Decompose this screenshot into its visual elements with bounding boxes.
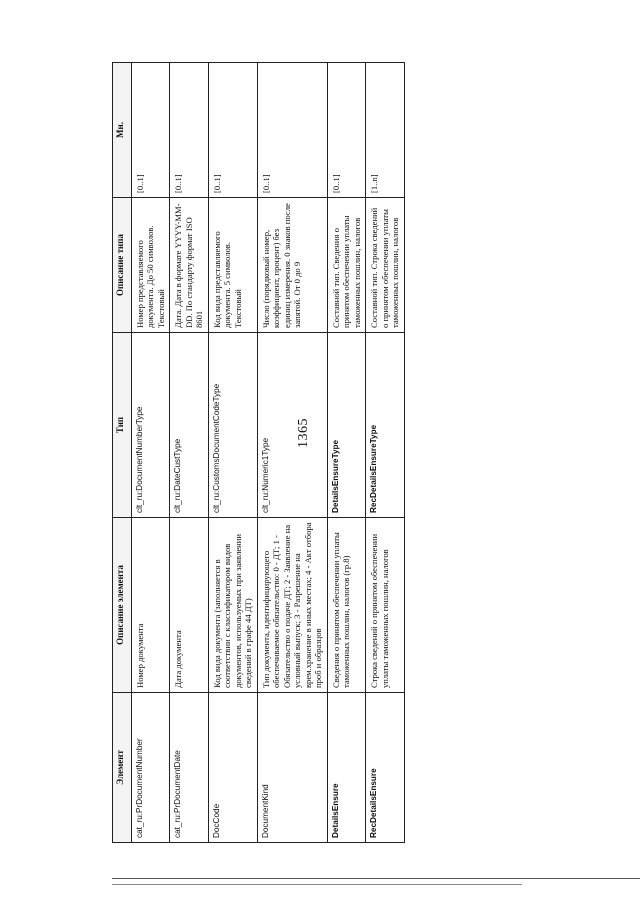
header-type: Тип [113, 333, 132, 518]
cell-type: RecDetailsEnsureType [366, 333, 404, 518]
cell-type: DetailsEnsureType [327, 333, 365, 518]
cell-description: Дата документа [170, 518, 208, 693]
table-row [170, 63, 208, 843]
rotated-table-container [112, 63, 542, 843]
cell-multiplicity: [0..1] [170, 63, 208, 198]
table-row [366, 63, 404, 843]
cell-element: cat_ru:PrDocumentDate [170, 693, 208, 843]
cell-multiplicity: [1..n] [366, 63, 404, 198]
table-row [257, 63, 327, 843]
cell-type-description: Число (порядковый номер, коэффициент, процент) без единиц измерения. 0 знаков после запятой. От 0 до 9 [257, 198, 327, 333]
table-row [208, 63, 257, 843]
header-element: Элемент [113, 693, 132, 843]
header-type-description: Описание типа [113, 198, 132, 333]
header-description: Описание элемента [113, 518, 132, 693]
scan-artifact-line [112, 884, 522, 885]
cell-element: DocCode [208, 693, 257, 843]
cell-multiplicity: [0..1] [327, 63, 365, 198]
page-number: 1365 [296, 418, 311, 448]
elements-table [112, 62, 405, 843]
cell-element: DocumentKind [257, 693, 327, 843]
cell-description: Строка сведений о принятом обеспечении уплаты таможенных пошлин, налогов [366, 518, 404, 693]
cell-description: Номер документа [132, 518, 170, 693]
cell-multiplicity: [0..1] [132, 63, 170, 198]
table-header-row [113, 63, 132, 843]
cell-type-description: Составной тип. Сведения о принятом обеспечении уплаты таможенных пошлин, налогов [327, 198, 365, 333]
scan-artifact-line [112, 878, 640, 879]
cell-type: clt_ru:DateCustType [170, 333, 208, 518]
cell-multiplicity: [0..1] [257, 63, 327, 198]
table-row [327, 63, 365, 843]
cell-element: DetailsEnsure [327, 693, 365, 843]
cell-type-description: Номер представляемого документа. До 50 символов. Текстовый [132, 198, 170, 333]
cell-description: Сведения о принятом обеспечении уплаты таможенных пошлин, налогов (гр.8) [327, 518, 365, 693]
cell-type: clt_ru:DocumentNumberType [132, 333, 170, 518]
cell-element: cat_ru:PrDocumentNumber [132, 693, 170, 843]
cell-type-description: Код вида представляемого документа. 5 символов. Текстовый [208, 198, 257, 333]
cell-type: clt_ru:CustomsDocumentCodeType [208, 333, 257, 518]
table-row [132, 63, 170, 843]
cell-type-description: Дата. Дата в формате YYYY-MM-DD. По стандарту формат ISO 8601 [170, 198, 208, 333]
cell-type-description: Составной тип. Строка сведений о принятом обеспечении уплаты таможенных пошлин, налогов [366, 198, 404, 333]
header-multiplicity: Мн. [113, 63, 132, 198]
cell-multiplicity: [0..1] [208, 63, 257, 198]
cell-description: Тип документа, идентифицирующего обеспечиваемое обязательство: 0 - ДТ; 1 - Обязательство о подаче ДТ; 2 - Заявление на условный выпуск; 3 - Разрешение на врем.хранение в иных местах; 4 - Акт отбора проб и образцов [257, 518, 327, 693]
cell-element: RecDetailsEnsure [366, 693, 404, 843]
cell-description: Код вида документа (заполняется в соответствии с классификатором видов документов, используемых при заявлении сведений в графе 44 ДТ) [208, 518, 257, 693]
cell-type: clt_ru:Numeric1Type [257, 333, 327, 518]
